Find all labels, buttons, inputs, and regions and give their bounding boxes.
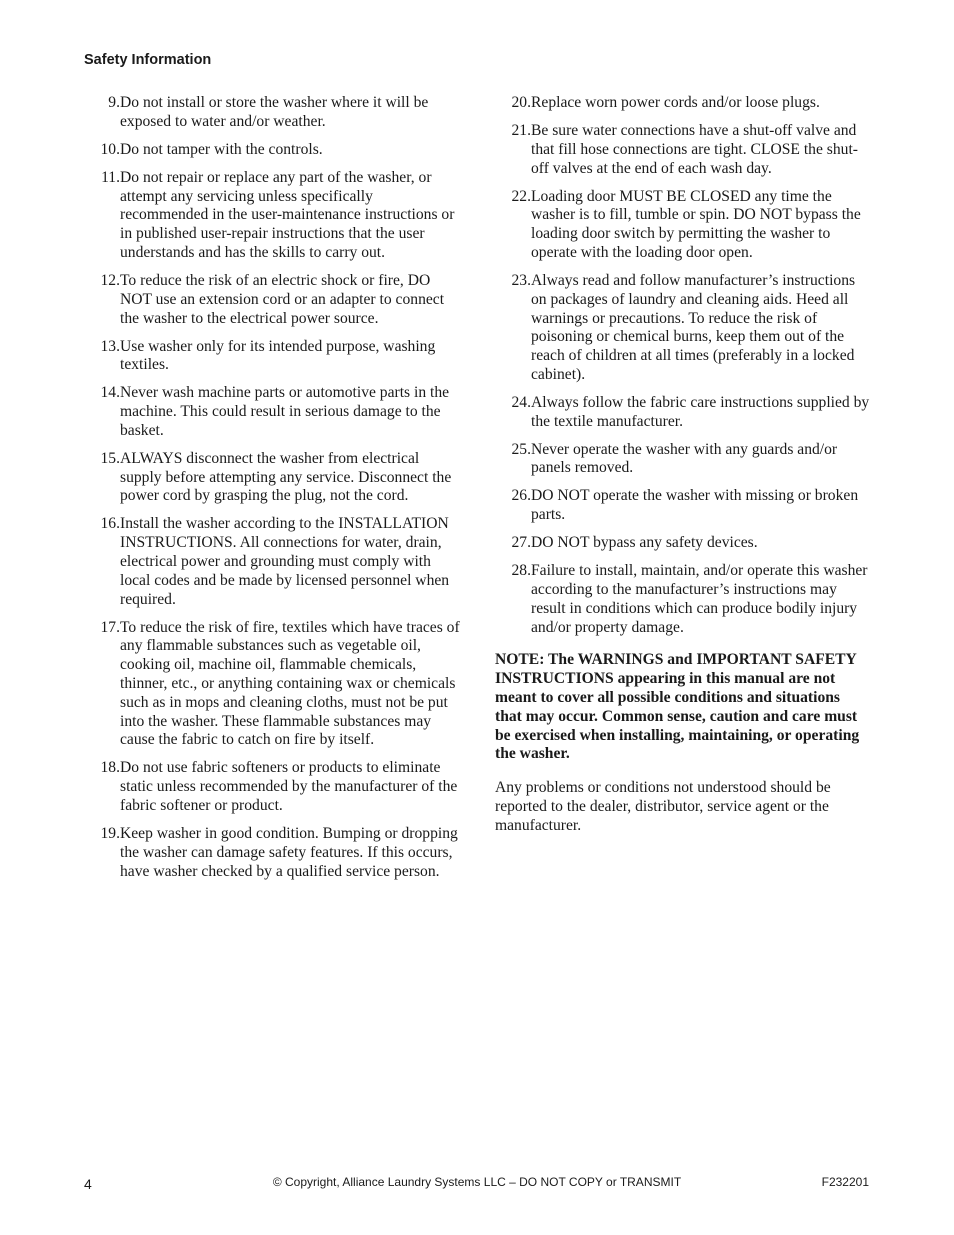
item-text: Failure to install, maintain, and/or operate this washer according to the manufacturer’s instructions may result in conditions which can produce bodily injury and/or property damage.: [531, 562, 868, 636]
list-item: [495, 188, 870, 263]
copyright-notice: © Copyright, Alliance Laundry Systems LLC – DO NOT COPY or TRANSMIT: [272, 1175, 682, 1189]
item-text: DO NOT bypass any safety devices.: [531, 534, 758, 552]
item-number: 12.: [100, 271, 120, 289]
list-item: [495, 272, 870, 385]
item-text: Be sure water connections have a shut-off valve and that fill hose connections are tight. CLOSE the shut-off valves at the end of each wash day.: [531, 121, 858, 177]
item-number: 14.: [100, 384, 120, 402]
item-number: 9.: [108, 94, 120, 111]
list-item: [84, 94, 462, 132]
list-item: [495, 441, 870, 479]
item-text: Do not use fabric softeners or products to eliminate static unless recommended by the manufacturer of the fabric softener or product.: [120, 759, 458, 814]
item-number: 19.: [100, 824, 120, 842]
item-number: 28.: [511, 562, 531, 580]
list-item: [495, 122, 870, 178]
list-item: [495, 94, 870, 113]
document-number: F232201: [821, 1175, 869, 1189]
item-text: DO NOT operate the washer with missing or broken parts.: [531, 487, 859, 524]
safety-note: NOTE: The WARNINGS and IMPORTANT SAFETY INSTRUCTIONS appearing in this manual are not meant to cover all possible conditions and situations that may occur. Common sense, caution and care must be exercised when installing, maintaining, or operating the washer.: [495, 651, 860, 763]
page-number: 4: [84, 1176, 92, 1192]
item-number: 22.: [511, 187, 531, 205]
item-number: 18.: [100, 759, 120, 777]
closing-paragraph: Any problems or conditions not understood should be reported to the dealer, distributor, service agent or the manufacturer.: [495, 779, 831, 834]
item-number: 10.: [100, 140, 120, 158]
item-number: 11.: [101, 168, 120, 186]
list-item: [495, 534, 870, 553]
list-item: [495, 487, 870, 525]
item-text: Use washer only for its intended purpose, washing textiles.: [120, 337, 436, 374]
item-number: 26.: [511, 487, 531, 505]
item-text: ALWAYS disconnect the washer from electrical supply before attempting any service. Disconnect the power cord by grasping the plug, not the cord.: [120, 449, 452, 505]
list-item: [84, 272, 462, 328]
item-number: 24.: [511, 393, 531, 411]
item-text: To reduce the risk of fire, textiles which have traces of any flammable substances such as vegetable oil, cooking oil, machine oil, flammable chemicals, thinner, etc., or anything containing wax or chemicals such as in mops and cleaning cloths, must not be put into the washer. These flammable substances may cause the fabric to catch on fire by itself.: [120, 618, 460, 749]
item-text: Never wash machine parts or automotive parts in the machine. This could result in serious damage to the basket.: [120, 384, 450, 439]
list-item: [495, 394, 870, 432]
item-number: 27.: [511, 534, 531, 552]
list-item: [84, 141, 462, 160]
item-text: Never operate the washer with any guards and/or panels removed.: [531, 440, 838, 477]
list-item: [495, 562, 870, 637]
list-item: [84, 338, 462, 376]
item-text: Always read and follow manufacturer’s instructions on packages of laundry and cleaning aids. Heed all warnings or precautions. To reduce the risk of poisoning or chemical burns, keep them out of the reach of children at all times (preferably in a locked cabinet).: [531, 271, 856, 383]
list-item: [84, 169, 462, 263]
item-text: Install the washer according to the INSTALLATION INSTRUCTIONS. All connections for water, drain, electrical power and grounding must comply with local codes and be made by licensed personnel when required.: [120, 515, 450, 608]
item-text: Loading door MUST BE CLOSED any time the washer is to fill, tumble or spin. DO NOT bypass the loading door switch by permitting the washer to operate with the loading door open.: [531, 187, 861, 261]
list-item: [84, 450, 462, 506]
item-text: Do not repair or replace any part of the washer, or attempt any servicing unless specifically recommended in the user-maintenance instructions or in published user-repair instructions that the user understands and has the skills to carry out.: [120, 168, 455, 261]
item-text: Keep washer in good condition. Bumping or dropping the washer can damage safety features. If this occurs, have washer checked by a qualified service person.: [120, 824, 458, 880]
list-item: [84, 759, 462, 815]
item-text: Do not install or store the washer where it will be exposed to water and/or weather.: [120, 94, 429, 130]
item-text: Always follow the fabric care instructions supplied by the textile manufacturer.: [531, 393, 870, 430]
list-item: [84, 515, 462, 609]
list-item: [84, 825, 462, 881]
right-column: [495, 94, 870, 836]
section-title: Safety Information: [84, 52, 212, 68]
left-column: [84, 94, 462, 891]
item-number: 16.: [100, 515, 120, 533]
list-item: [84, 619, 462, 751]
safety-list-right: [495, 94, 870, 637]
item-number: 13.: [100, 337, 120, 355]
item-number: 21.: [511, 121, 531, 139]
item-number: 20.: [511, 94, 531, 111]
list-item: [84, 384, 462, 440]
item-text: Replace worn power cords and/or loose plugs.: [531, 94, 820, 111]
item-text: Do not tamper with the controls.: [120, 140, 323, 158]
item-number: 17.: [100, 618, 120, 636]
item-number: 25.: [511, 440, 531, 458]
item-number: 23.: [511, 271, 531, 289]
item-text: To reduce the risk of an electric shock or fire, DO NOT use an extension cord or an adapter to connect the washer to the electrical power source.: [120, 271, 445, 327]
safety-list-left: [84, 94, 462, 881]
item-number: 15.: [100, 449, 120, 467]
